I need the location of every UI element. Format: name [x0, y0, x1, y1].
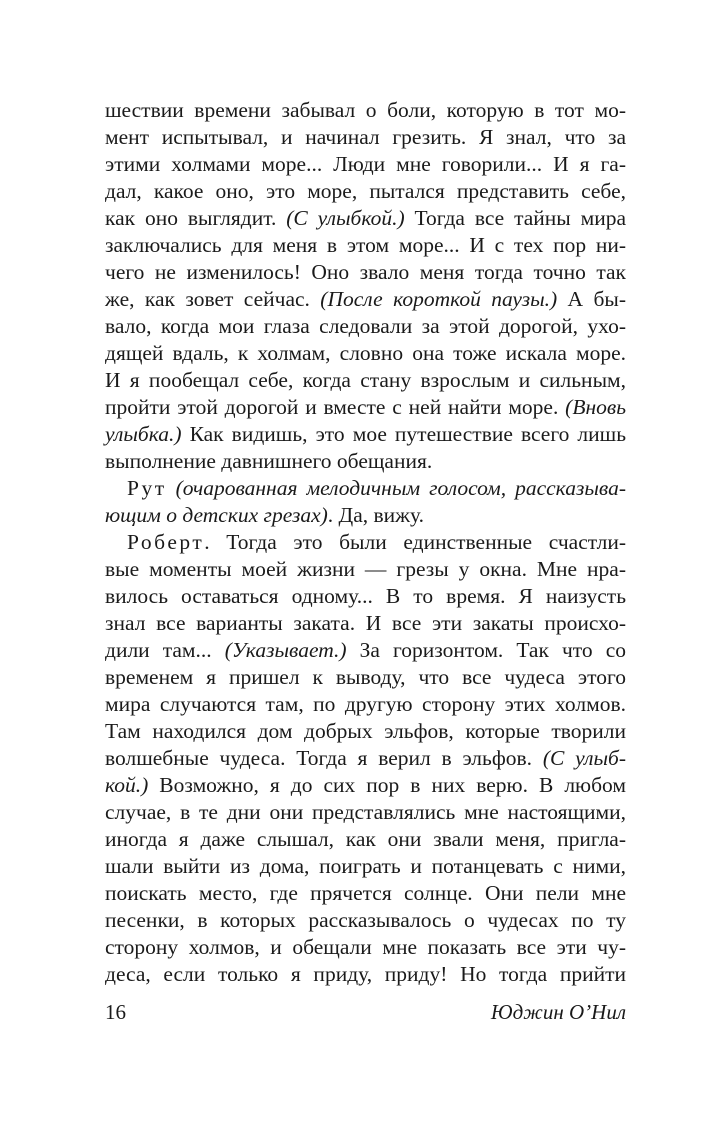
text-line — [105, 826, 626, 853]
text-line — [105, 232, 626, 259]
text-segment: За горизонтом. Так что со — [346, 638, 626, 662]
text-segment: дящей вдаль, к холмам, словно она тоже искала море. — [105, 341, 626, 365]
text-segment: шали выйти из дома, поиграть и потанцевать с ними, — [105, 854, 626, 878]
running-title: Юджин О’Нил — [490, 1000, 626, 1024]
text-segment: пройти этой дорогой и вместе с ней найти море. — [105, 395, 566, 419]
stage-direction: улыбка.) — [105, 422, 182, 446]
stage-direction: (Указывает.) — [224, 638, 347, 662]
text-line — [105, 907, 626, 934]
text-line — [105, 340, 626, 367]
text-segment: Возможно, я до сих пор в них верю. В любом — [148, 773, 626, 797]
text-line — [105, 421, 626, 448]
text-segment: как оно выглядит. — [105, 206, 287, 230]
text-segment: мент испытывал, и начинал грезить. Я знал, что за — [105, 125, 626, 149]
stage-direction: (очарованная мелодичным голосом, рассказыва- — [175, 476, 626, 500]
text-segment: этими холмами море... Люди мне говорили... И я га- — [105, 152, 626, 176]
text-line — [105, 583, 626, 610]
text-line — [105, 664, 626, 691]
stage-direction: ющим о детских грезах) — [105, 503, 328, 527]
text-line — [105, 961, 626, 988]
text-segment: вилось оставаться одному... В то время. Я наизусть — [105, 584, 626, 608]
text-line — [105, 745, 626, 772]
text-segment: . Тогда это были единственные счастли- — [204, 530, 626, 554]
stage-direction: кой.) — [105, 773, 149, 797]
text-segment: иногда я даже слышал, как они звали меня, пригла- — [105, 827, 626, 851]
text-segment: Там находился дом добрых эльфов, которые творили — [105, 719, 626, 743]
text-line — [105, 772, 626, 799]
text-line — [105, 394, 626, 421]
text-segment: мира случаются там, по другую сторону этих холмов. — [105, 692, 626, 716]
text-line — [105, 556, 626, 583]
text-line — [105, 151, 626, 178]
text-line — [127, 475, 626, 502]
text-segment: выполнение давнишнего обещания. — [105, 449, 433, 473]
text-segment: дал, какое оно, это море, пытался представить себе, — [105, 179, 626, 203]
text-line — [105, 448, 432, 475]
text-segment — [167, 476, 176, 500]
text-line — [105, 637, 626, 664]
text-segment: случае, в те дни они представлялись мне настоящими, — [105, 800, 626, 824]
text-line — [105, 286, 626, 313]
text-segment: же, как зовет сейчас. — [105, 287, 321, 311]
text-line — [105, 799, 626, 826]
text-segment: вые моменты моей жизни — грезы у окна. Мне нра- — [105, 557, 626, 581]
text-segment: вало, когда мои глаза следовали за этой дорогой, ухо- — [105, 314, 626, 338]
stage-direction: (После короткой паузы.) — [320, 287, 558, 311]
text-line — [105, 205, 626, 232]
text-segment: И я пообещал себе, когда стану взрослым и сильным, — [105, 368, 626, 392]
text-segment: шествии времени забывал о боли, которую в тот мо- — [105, 98, 626, 122]
text-line — [105, 718, 626, 745]
text-segment: заключались для меня в этом море... И с тех пор ни- — [105, 233, 626, 257]
stage-direction: (Вновь — [565, 395, 626, 419]
text-line — [105, 367, 626, 394]
text-line — [105, 313, 626, 340]
text-segment: деса, если только я приду, приду! Но тогда прийти — [105, 962, 626, 986]
text-line — [105, 502, 424, 529]
text-segment: . Да, вижу. — [327, 503, 424, 527]
stage-direction: (С улыбкой.) — [286, 206, 405, 230]
text-line — [127, 529, 626, 556]
text-segment: дили там... — [105, 638, 225, 662]
text-segment: Как видишь, это мое путешествие всего лишь — [181, 422, 626, 446]
speaker-name: Рут — [127, 476, 167, 500]
text-segment: волшебные чудеса. Тогда я верил в эльфов. — [105, 746, 543, 770]
text-segment: поискать место, где прячется солнце. Они пели мне — [105, 881, 626, 905]
text-line — [105, 880, 626, 907]
speaker-name: Роберт — [127, 530, 205, 554]
text-segment: А бы- — [557, 287, 626, 311]
text-segment: Тогда все тайны мира — [404, 206, 626, 230]
text-segment: чего не изменилось! Оно звало меня тогда точно так — [105, 260, 626, 284]
text-segment: знал все варианты заката. И все эти закаты происхо- — [105, 611, 626, 635]
text-line — [105, 691, 626, 718]
stage-direction: (С улыб- — [542, 746, 627, 770]
text-segment: песенки, в которых рассказывалось о чудесах по ту — [105, 908, 626, 932]
text-line — [105, 124, 626, 151]
text-line — [105, 97, 626, 124]
text-line — [105, 934, 626, 961]
text-segment: сторону холмов, и обещали мне показать все эти чу- — [105, 935, 626, 959]
text-line — [105, 259, 626, 286]
text-line — [105, 178, 626, 205]
text-line — [105, 853, 626, 880]
text-line — [105, 610, 626, 637]
text-segment: временем я пришел к выводу, что все чудеса этого — [105, 665, 626, 689]
page-number: 16 — [105, 1000, 126, 1024]
